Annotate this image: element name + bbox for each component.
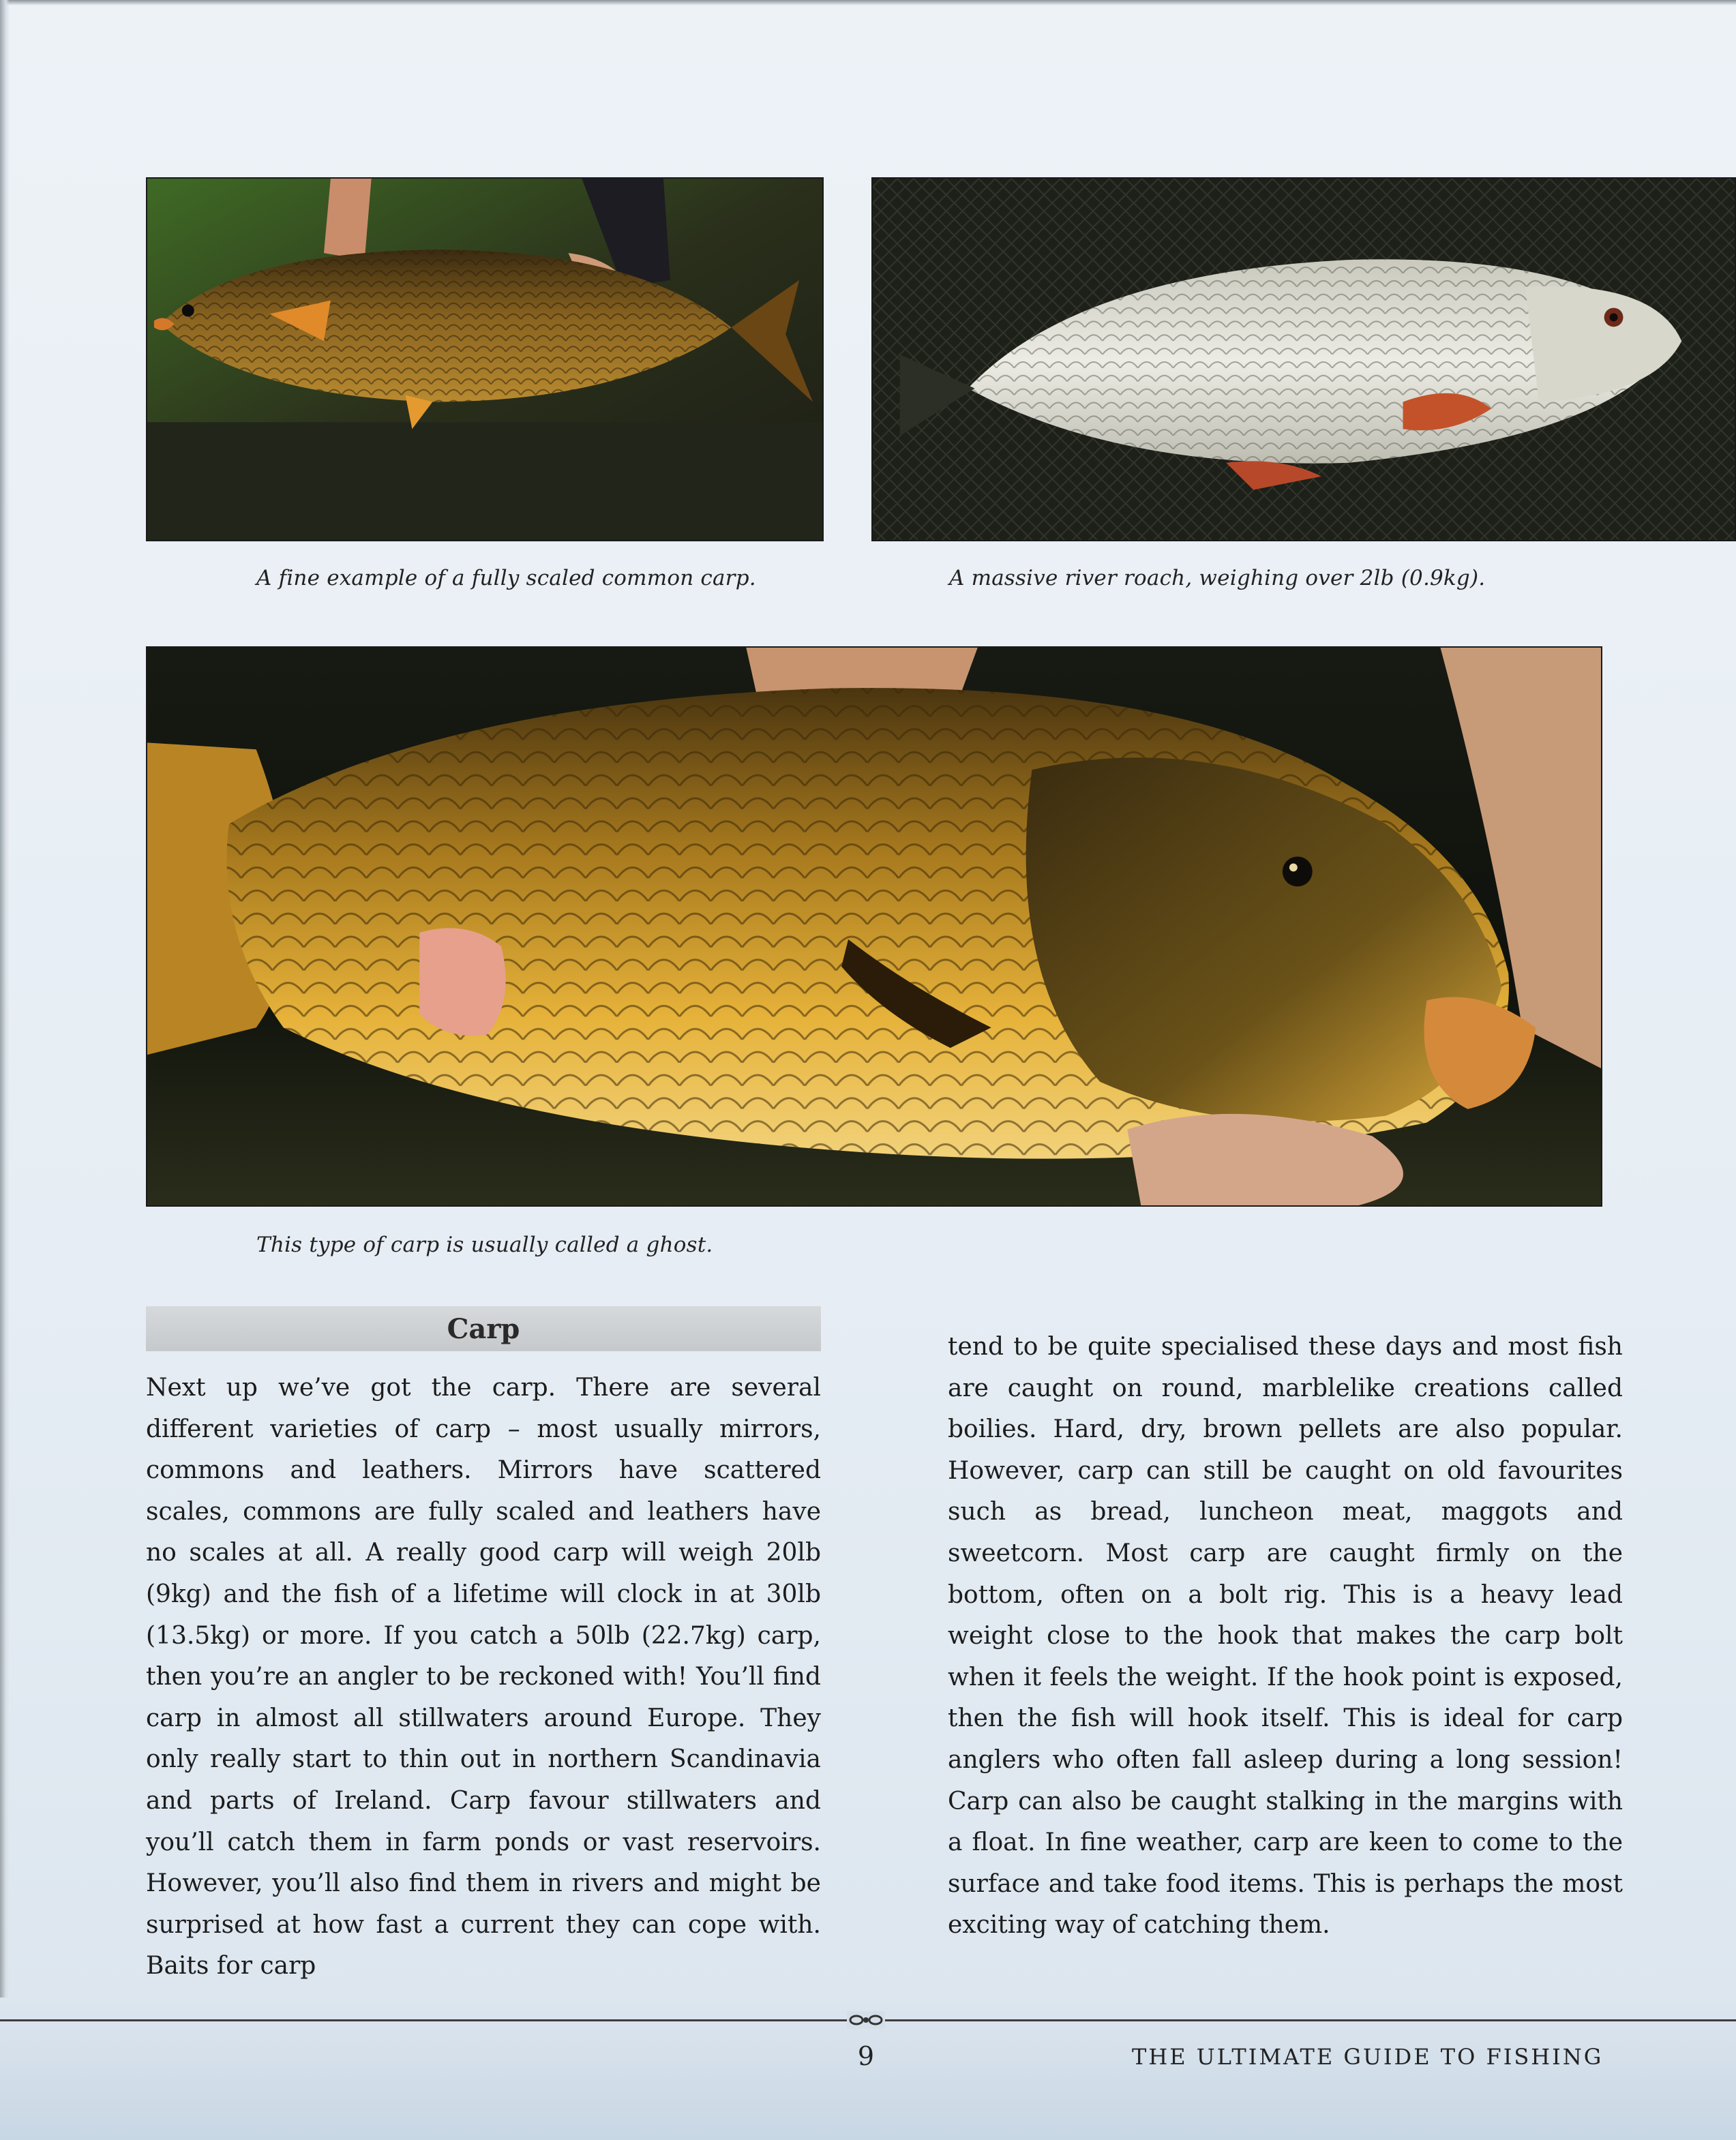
page-binding-edge (0, 0, 10, 2140)
caption-common-carp: A fine example of a fully scaled common carp. (256, 566, 756, 590)
caption-river-roach: A massive river roach, weighing over 2lb (0.9kg). (949, 566, 1486, 590)
common-carp-photo (146, 177, 824, 541)
caption-ghost-carp: This type of carp is usually called a ghost. (256, 1233, 713, 1257)
section-heading-bar (146, 1306, 821, 1351)
article-paragraph-right: tend to be quite specialised these days and most fish are caught on round, marblelike creations called boilies. Hard, dry, brown pellets are also popular. However, carp can still be caught on old favourites such as bread, luncheon meat, maggots and sweetcorn. Most carp are caught firmly on the bottom, often on a bolt rig. This is a heavy lead weight close to the hook that makes the carp bolt when it feels the weight. If the hook point is exposed, then the fish will hook itself. This is ideal for carp anglers who often fall asleep during a long session! Carp can also be caught stalking in the margins with a float. In fine weather, carp are keen to come to the surface and take food items. This is perhaps the most exciting way of catching them. (948, 1333, 1623, 1940)
article-paragraph-left: Next up we’ve got the carp. There are several different varieties of carp – most usually mirrors, commons and leathers. Mirrors have scattered scales, commons are fully scaled and leathers have no scales at all. A really good carp will weigh 20lb (9kg) and the fish of a lifetime will clock in at 30lb (13.5kg) or more. If you catch a 50lb (22.7kg) carp, then you’re an angler to be reckoned with! You’ll find carp in almost all stillwaters around Europe. They only really start to thin out in northern Scandinavia and parts of Ireland. Carp favour stillwaters and you’ll catch them in farm ponds or vast reservoirs. However, you’ll also find them in rivers and might be surprised at how fast a current they can cope with. Baits for carp (146, 1374, 821, 1980)
article-column-left (146, 1368, 821, 1987)
section-heading: Carp (447, 1312, 520, 1345)
page-top-edge (0, 0, 1736, 5)
running-title: THE ULTIMATE GUIDE TO FISHING (1132, 2044, 1604, 2070)
ornament-icon (847, 2011, 885, 2029)
ghost-carp-photo (146, 646, 1602, 1207)
river-roach-photo (871, 177, 1736, 541)
page-number: 9 (857, 2041, 875, 2071)
article-column-right (948, 1327, 1623, 1946)
